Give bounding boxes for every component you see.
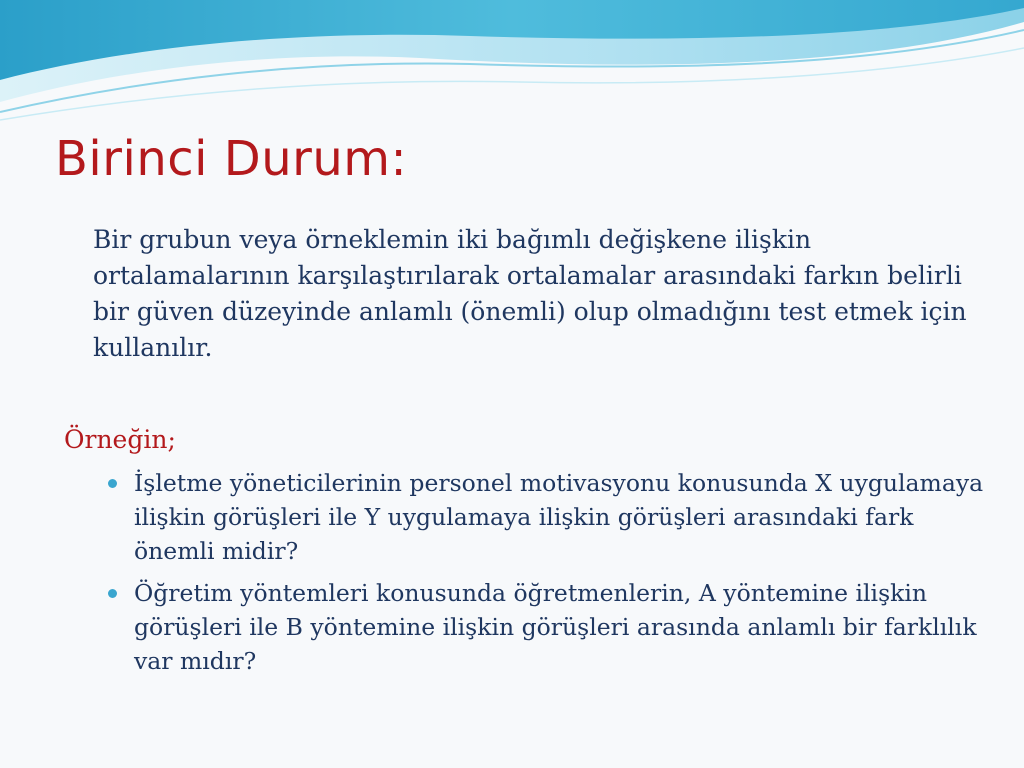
bullet-dot-icon (108, 589, 117, 598)
list-item (108, 466, 988, 568)
header-wave-decoration (0, 0, 1024, 140)
list-item (108, 576, 988, 678)
example-label: Örneğin; (64, 425, 176, 454)
intro-paragraph: Bir grubun veya örneklemin iki bağımlı değişkene ilişkin ortalamalarının karşılaştırılarak ortalamalar arasındaki farkın belirli bir güven düzeyinde anlamlı (önemli) olup olmadığını test etmek için kullanılır. (93, 225, 967, 362)
slide-title: Birinci Durum: (55, 131, 408, 187)
bullet-text: İşletme yöneticilerinin personel motivasyonu konusunda X uygulamaya ilişkin görüşleri ile Y uygulamaya ilişkin görüşleri arasındaki fark önemli midir? (134, 469, 984, 565)
example-bullet-list (108, 466, 988, 686)
bullet-text: Öğretim yöntemleri konusunda öğretmenlerin, A yöntemine ilişkin görüşleri ile B yöntemine ilişkin görüşleri arasında anlamlı bir farklılık var mıdır? (134, 579, 977, 675)
bullet-dot-icon (108, 479, 117, 488)
